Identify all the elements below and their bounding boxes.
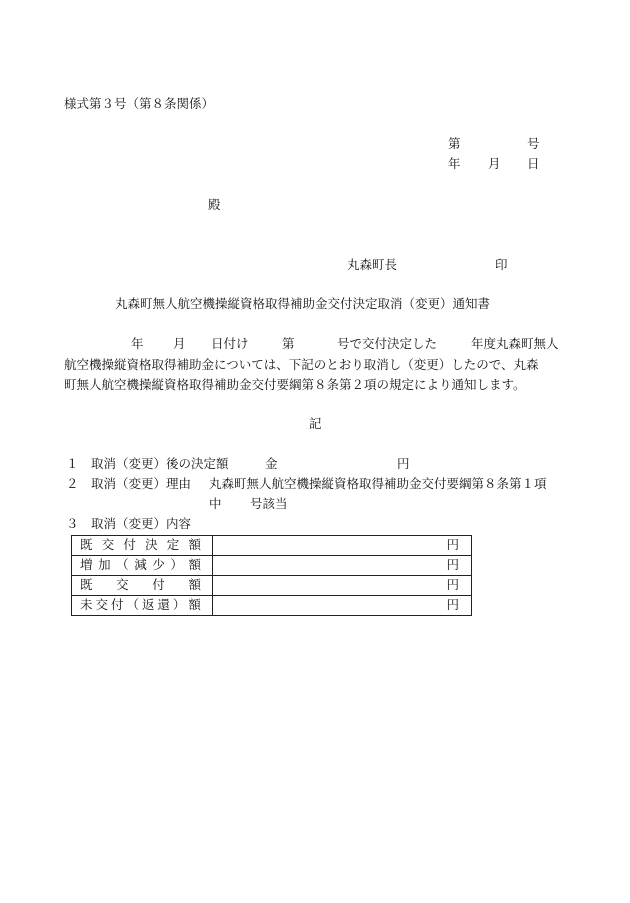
issuer-seal: 印 bbox=[495, 257, 508, 272]
body-line-2: 航空機操縦資格取得補助金については、下記のとおり取消し（変更）したので、丸森 bbox=[64, 357, 539, 372]
date-month: 月 bbox=[488, 156, 501, 171]
label-char: 額 bbox=[188, 577, 201, 593]
item-1-number: １ bbox=[66, 456, 79, 471]
label-char: 額 bbox=[188, 557, 201, 573]
row-amount bbox=[213, 576, 472, 596]
row-label bbox=[72, 576, 213, 596]
label-char: 交 bbox=[101, 537, 115, 553]
label-char: 還 bbox=[157, 597, 170, 613]
item-2-text: 丸森町無人航空機操縦資格取得補助金交付要綱第８条第１項 bbox=[209, 476, 547, 491]
unit-yen: 円 bbox=[446, 537, 459, 553]
body-number-prefix: 第 bbox=[282, 336, 295, 351]
body-line-3: 町無人航空機操縦資格取得補助金交付要綱第８条第２項の規定により通知します。 bbox=[64, 377, 526, 392]
document-title: 丸森町無人航空機操縦資格取得補助金交付決定取消（変更）通知書 bbox=[115, 296, 491, 311]
label-char: 返 bbox=[141, 597, 155, 613]
label-char: 既 bbox=[80, 537, 93, 553]
label-char: 少 bbox=[152, 557, 165, 573]
label-char: 未 bbox=[80, 597, 93, 613]
row-amount bbox=[213, 556, 472, 576]
item-2-number: ２ bbox=[66, 476, 79, 491]
label-char: 減 bbox=[134, 557, 147, 573]
row-label bbox=[72, 556, 213, 576]
item-3-label: 取消（変更）内容 bbox=[91, 516, 192, 531]
body-number-suffix: 号で交付決定した bbox=[337, 336, 438, 351]
label-char: 交 bbox=[95, 597, 108, 613]
label-char: （ bbox=[126, 597, 139, 613]
unit-yen: 円 bbox=[446, 577, 459, 593]
row-amount bbox=[213, 536, 472, 556]
unit-yen: 円 bbox=[446, 597, 459, 613]
body-fiscal-year: 年度丸森町無人 bbox=[471, 336, 559, 351]
issuer-name: 丸森町長 bbox=[347, 257, 398, 272]
unit-yen: 円 bbox=[446, 557, 459, 573]
addressee-suffix: 殿 bbox=[208, 197, 221, 212]
table-row bbox=[72, 536, 472, 556]
label-char: 定 bbox=[166, 537, 180, 553]
label-char: 付 bbox=[123, 537, 136, 553]
item-1-kin: 金 bbox=[265, 456, 278, 471]
label-char: ） bbox=[170, 557, 183, 573]
ki-heading: 記 bbox=[309, 416, 322, 431]
item-3-number: ３ bbox=[66, 516, 79, 531]
form-label: 様式第３号（第８条関係） bbox=[64, 96, 215, 111]
label-char: 既 bbox=[80, 577, 93, 593]
body-month: 月 bbox=[173, 336, 186, 351]
item-1-yen: 円 bbox=[397, 456, 410, 471]
label-char: 額 bbox=[188, 537, 201, 553]
label-char: ） bbox=[172, 597, 186, 613]
date-year: 年 bbox=[448, 156, 461, 171]
doc-number-prefix: 第 bbox=[448, 136, 461, 151]
body-year: 年 bbox=[131, 336, 144, 351]
label-char: 加 bbox=[98, 557, 111, 573]
body-day-suffix: 日付け bbox=[211, 336, 249, 351]
label-char: 付 bbox=[152, 577, 165, 593]
item-2-label: 取消（変更）理由 bbox=[91, 476, 192, 491]
label-char: 増 bbox=[80, 557, 93, 573]
label-char: 付 bbox=[110, 597, 124, 613]
change-detail-table bbox=[71, 535, 472, 616]
label-char: 交 bbox=[116, 577, 129, 593]
item-2-text-gou: 号該当 bbox=[250, 496, 288, 511]
label-char: （ bbox=[116, 557, 129, 573]
doc-number-suffix: 号 bbox=[527, 136, 540, 151]
row-label bbox=[72, 596, 213, 616]
label-char: 額 bbox=[188, 597, 201, 613]
table-row bbox=[72, 576, 472, 596]
item-1-label: 取消（変更）後の決定額 bbox=[91, 456, 229, 471]
item-2-text-chu: 中 bbox=[209, 496, 222, 511]
table-row bbox=[72, 556, 472, 576]
row-amount bbox=[213, 596, 472, 616]
label-char: 決 bbox=[145, 537, 158, 553]
table-row bbox=[72, 596, 472, 616]
date-day: 日 bbox=[527, 156, 540, 171]
row-label bbox=[72, 536, 213, 556]
